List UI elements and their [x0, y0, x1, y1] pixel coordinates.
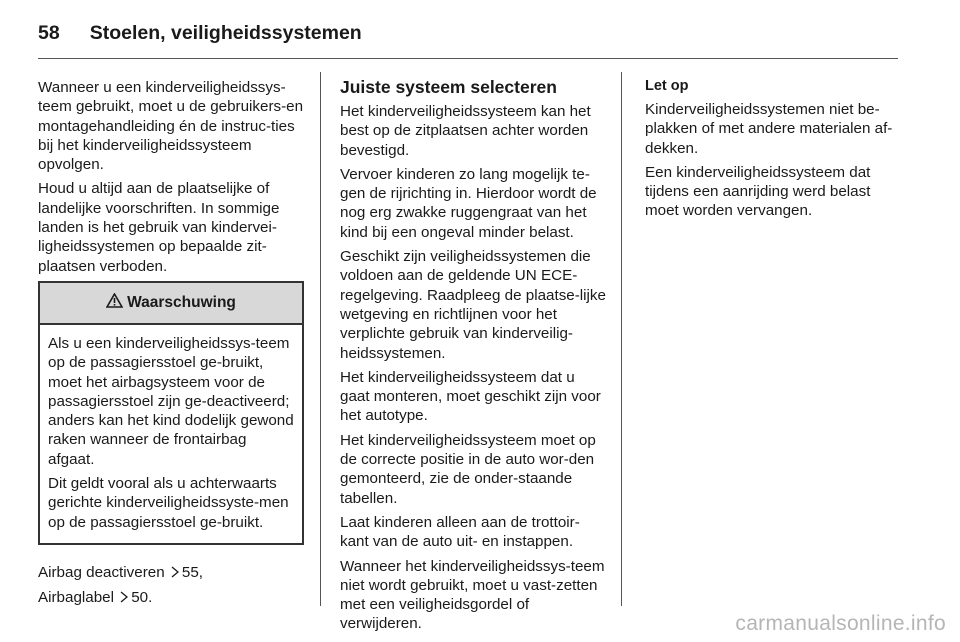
paragraph: Wanneer u een kinderveiligheidssys-teem gebruikt, moet u de gebruikers-en montagehandleiding én de instruc-ties bij het kinderveiligheidssysteem opvolgen.	[38, 79, 304, 174]
warning-header	[40, 283, 302, 325]
column-divider-1	[320, 72, 321, 606]
paragraph: Wanneer het kinderveiligheidssys-teem niet wordt gebruikt, moet u vast-zetten met een veiligheidsgordel of verwijderen.	[340, 557, 605, 633]
warning-triangle-icon	[106, 293, 123, 313]
column-1	[38, 78, 304, 614]
page-title: Stoelen, veiligheidssystemen	[89, 21, 362, 44]
reference-page: 55,	[181, 563, 203, 581]
page-reference-arrow-icon	[171, 564, 180, 583]
reference-label: Airbaglabel	[38, 589, 114, 607]
page-number: 58	[38, 21, 60, 44]
warning-paragraph: Als u een kinderveiligheidssys-teem op de passagiersstoel ge-bruikt, moet het airbagsysteem voor de passagiersstoel zijn ge-deactiveerd; anders kan het kind dodelijk gewond raken wanneer de frontairbag afgaat.	[48, 334, 294, 468]
header-rule	[38, 58, 898, 59]
warning-title: Waarschuwing	[127, 294, 236, 312]
paragraph: Het kinderveiligheidssysteem dat u gaat monteren, moet geschikt zijn voor het autotype.	[340, 368, 601, 425]
paragraph: Vervoer kinderen zo lang mogelijk te-gen de rijrichting in. Hierdoor wordt de nog erg zwakke ruggengraat van het kind bij een ongeval minder belast.	[340, 165, 597, 241]
paragraph: Houd u altijd aan de plaatselijke of landelijke voorschriften. In sommige landen is het gebruik van kindervei-ligheidssystemen op bepaalde zit-plaatsen verboden.	[38, 180, 280, 275]
note-heading: Let op	[645, 78, 689, 94]
cross-reference-airbag-label[interactable]	[38, 588, 304, 608]
warning-body	[40, 325, 302, 543]
column-3	[645, 78, 907, 226]
paragraph: Geschikt zijn veiligheidssystemen die voldoen aan de geldende UN ECE-regelgeving. Raadpleeg de plaatse-lijke wetgeving en richtlijnen voor het verplichte gebruik van kinderveilig-heidssystemen.	[340, 248, 606, 362]
reference-label: Airbag deactiveren	[38, 563, 165, 581]
column-2	[340, 78, 606, 639]
warning-box	[38, 281, 304, 545]
paragraph: Een kinderveiligheidssysteem dat tijdens een aanrijding werd belast moet worden vervangen.	[645, 163, 871, 220]
paragraph: Het kinderveiligheidssysteem kan het best op de zitplaatsen achter worden bevestigd.	[340, 103, 591, 159]
section-heading: Juiste systeem selecteren	[340, 77, 557, 97]
cross-reference-airbag-deactivate[interactable]	[38, 563, 304, 583]
reference-page: 50.	[131, 589, 153, 607]
paragraph: Het kinderveiligheidssysteem moet op de correcte positie in de auto wor-den gemonteerd, zie de onder-staande tabellen.	[340, 431, 596, 507]
warning-paragraph: Dit geldt vooral als u achterwaarts gerichte kinderveiligheidssyste-men op de passagiersstoel ge-bruikt.	[48, 475, 289, 531]
watermark: carmanualsonline.info	[735, 612, 946, 635]
page-header	[38, 18, 362, 48]
page-reference-arrow-icon	[120, 589, 129, 608]
column-divider-2	[621, 72, 622, 606]
paragraph: Laat kinderen alleen aan de trottoir-kant van de auto uit- en instappen.	[340, 513, 580, 551]
paragraph: Kinderveiligheidssystemen niet be-plakken of met andere materialen af-dekken.	[645, 101, 893, 157]
